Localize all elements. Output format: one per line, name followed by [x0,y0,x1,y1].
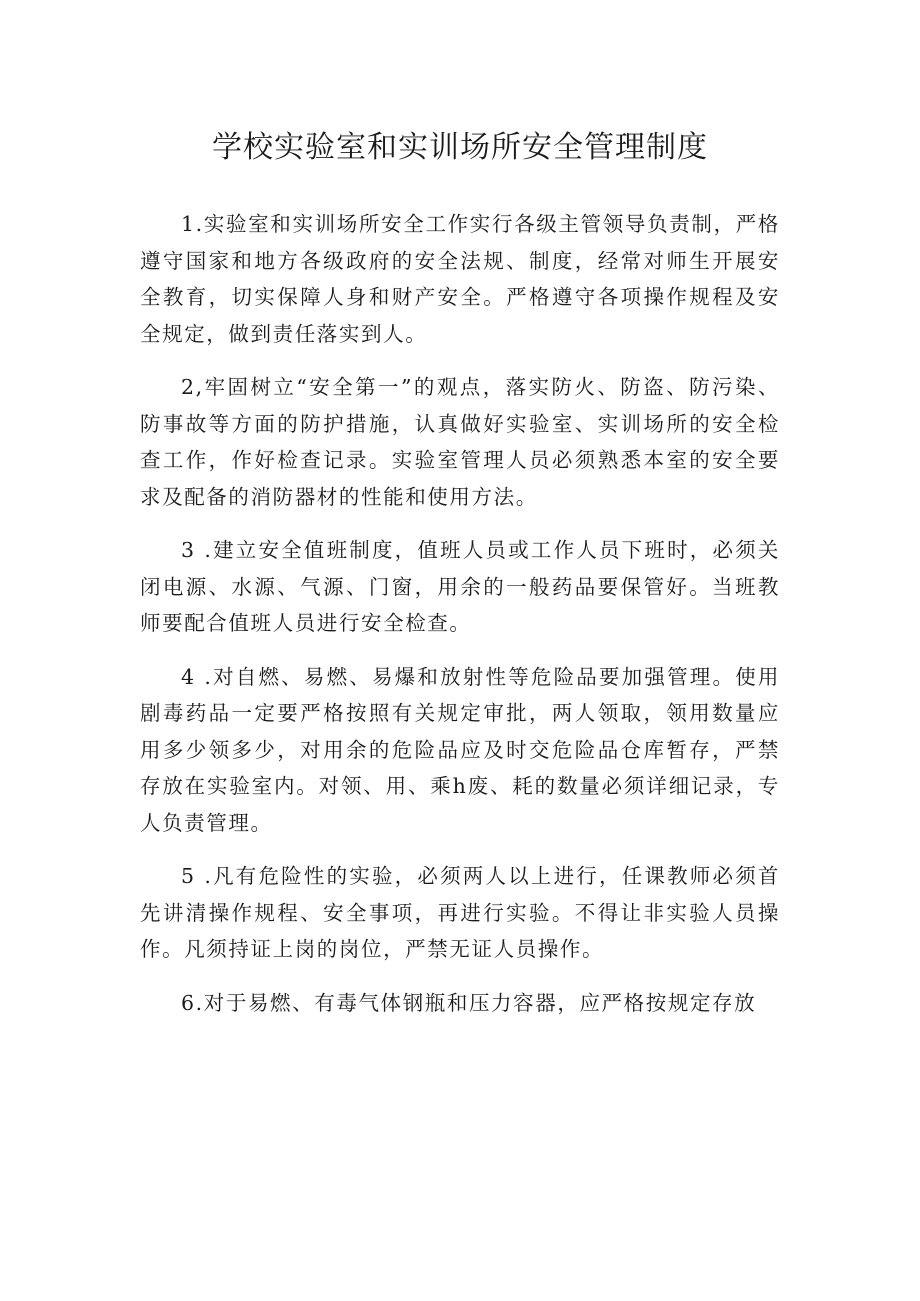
paragraph-6: 6.对于易燃、有毒气体钢瓶和压力容器，应严格按规定存放 [181,990,757,1015]
paragraph-4: 4 .对自燃、易燃、易爆和放射性等危险品要加强管理。使用剧毒药品一定要严格按照有关规定审批，两人领取，领用数量应用多少领多少，对用余的危险品应及时交危险品仓库暂存，严禁存放在实验室内。对领、用、乘h废、耗的数量必须详细记录，专人负责管理。 [140,664,780,835]
paragraph-5: 5 .凡有危险性的实验，必须两人以上进行，任课教师必须首先讲清操作规程、安全事项，再进行实验。不得让非实验人员操作。凡须持证上岗的岗位，严禁无证人员操作。 [140,864,780,961]
paragraph-2: 2,牢固树立“安全第一”的观点，落实防火、防盗、防污染、防事故等方面的防护措施，认真做好实验室、实训场所的安全检查工作，作好检查记录。实验室管理人员必须熟悉本室的安全要求及配备的消防器材的性能和使用方法。 [140,375,780,509]
paragraph-3: 3 .建立安全值班制度，值班人员或工作人员下班时，必须关闭电源、水源、气源、门窗，用余的一般药品要保管好。当班教师要配合值班人员进行安全检查。 [140,538,780,635]
paragraph-1: 1.实验室和实训场所安全工作实行各级主管领导负责制，严格遵守国家和地方各级政府的安全法规、制度，经常对师生开展安全教育，切实保障人身和财产安全。严格遵守各项操作规程及安全规定，做到责任落实到人。 [140,212,780,346]
document-title: 学校实验室和实训场所安全管理制度 [212,130,708,165]
